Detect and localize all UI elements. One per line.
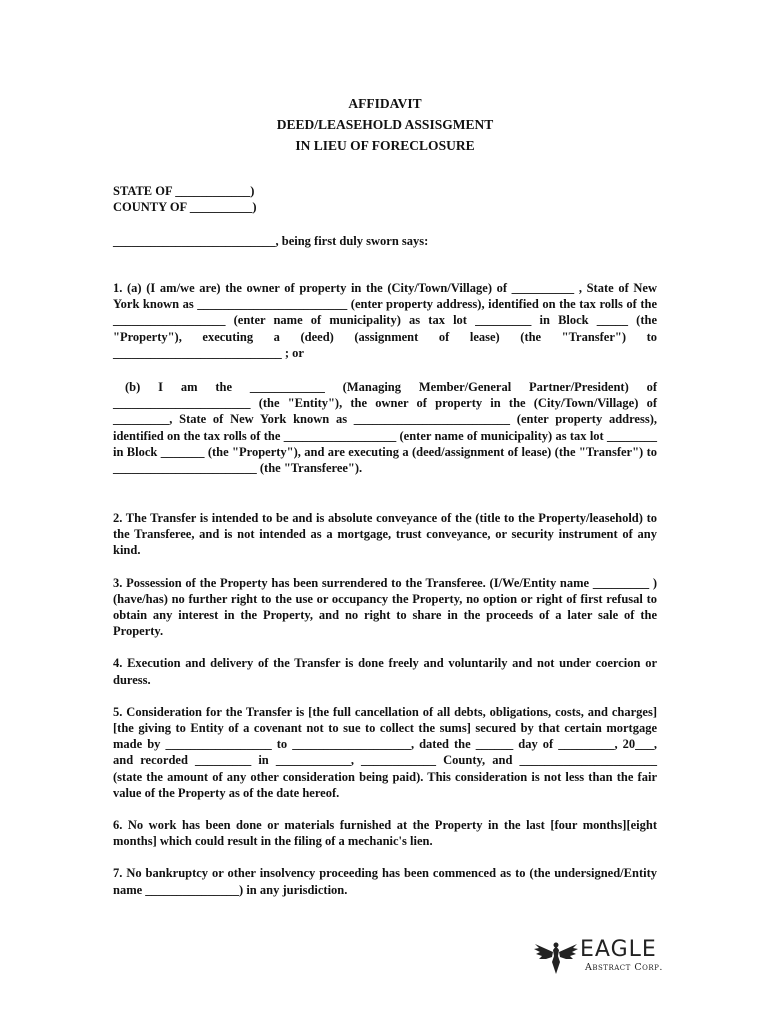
sections-2-7	[113, 510, 657, 898]
section-5-text: 5. Consideration for the Transfer is [the full cancellation of all debts, obligations, costs, and charges] [the giving to Entity of a covenant not to sue to collect the sums] secured by that certain mortgage made by _________________ to ___________________, dated the ______ day of _________, 20___, and recorded _________ in ____________, ____________ County, and ______________________ (state the amount of any other consideration being paid). This consideration is not less than the fair value of the Property as of the date hereof.	[113, 704, 657, 800]
state-line: STATE OF ____________)	[113, 184, 255, 198]
section-4-text: 4. Execution and delivery of the Transfer is done freely and voluntarily and not under coercion or duress.	[113, 656, 657, 687]
eagle-abstract-logo	[533, 938, 663, 978]
document-title	[0, 93, 770, 156]
logo-subtitle: Abstract Corp.	[585, 962, 663, 973]
section-3-text: 3. Possession of the Property has been surrendered to the Transferee. (I/We/Entity name _________ ) (have/has) no further right to the use or occupancy the Property, no option or right of first refusal to obtain any interest in the Property, and no right to share in the proceeds of a later sale of the Property.	[113, 575, 657, 639]
section-1a	[113, 280, 657, 361]
sworn-text: __________________________, being first duly sworn says:	[113, 234, 429, 248]
eagle-icon	[533, 940, 579, 976]
title-line-1: AFFIDAVIT	[348, 96, 422, 111]
section-1b-text: (b) I am the ____________ (Managing Member/General Partner/President) of ______________________ (the "Entity"), the owner of property in the (City/Town/Village) of _________, State of New York known as _________________________ (enter property address), identified on the tax rolls of the __________________ (enter name of municipality) as tax lot ________ in Block _______ (the "Property"), and are executing a (deed/assignment of lease) (the "Transfer") to _______________________ (the "Transferee").	[113, 380, 657, 476]
sworn-statement	[113, 233, 657, 249]
section-1a-text: 1. (a) (I am/we are) the owner of property in the (City/Town/Village) of __________ , State of New York known as ________________________ (enter property address), identified on the tax rolls of the __________________ (enter name of municipality) as tax lot _________ in Block _____ (the "Property"), executing a (deed) (assignment of lease) (the "Transfer") to ___________________________ ; or	[113, 281, 657, 360]
section-6-text: 6. No work has been done or materials furnished at the Property in the last [four months][eight months] which could result in the filing of a mechanic's lien.	[113, 818, 657, 849]
logo-wordmark: EAGLE	[580, 937, 657, 962]
section-1b	[113, 379, 657, 476]
venue-block	[113, 183, 657, 215]
title-line-2: DEED/LEASEHOLD ASSISGMENT	[276, 117, 494, 132]
section-7-text: 7. No bankruptcy or other insolvency proceeding has been commenced as to (the undersigned/Entity name _______________) in any jurisdiction.	[113, 866, 657, 897]
title-line-3: IN LIEU OF FORECLOSURE	[295, 138, 475, 153]
section-2-text: 2. The Transfer is intended to be and is absolute conveyance of the (title to the Property/leasehold) to the Transferee, and is not intended as a mortgage, trust conveyance, or security instrument of any kind.	[113, 511, 657, 558]
county-line: COUNTY OF __________)	[113, 200, 257, 215]
